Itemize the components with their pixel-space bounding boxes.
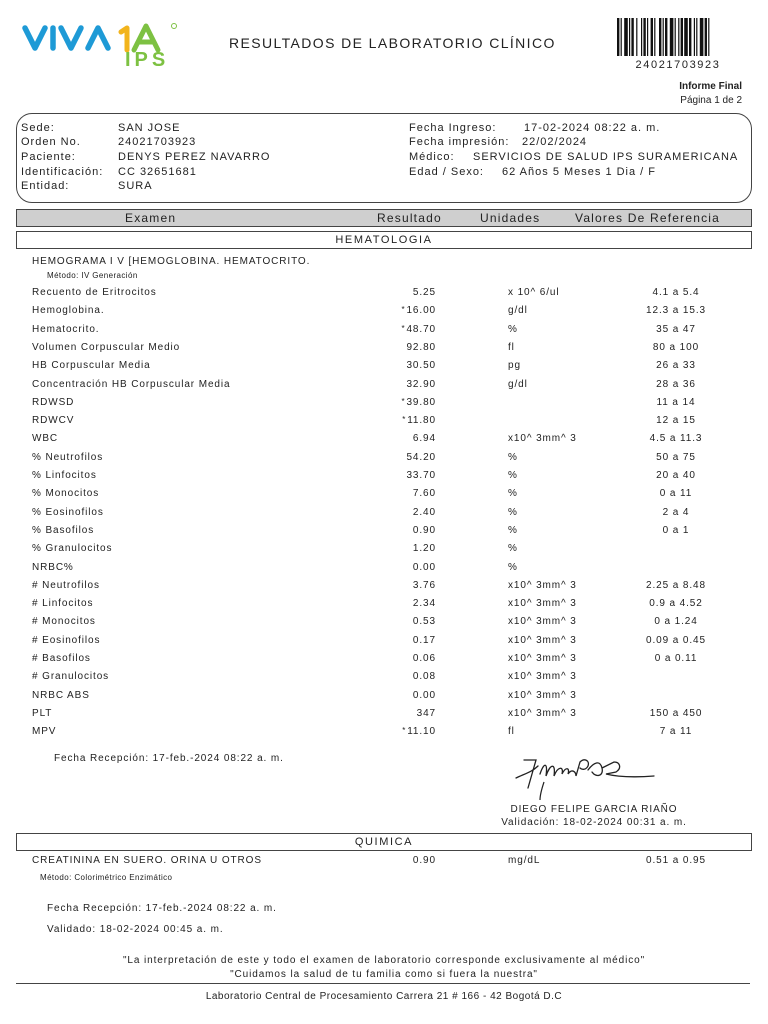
result-value: 6.94 — [412, 433, 436, 445]
validator-signature — [510, 748, 660, 802]
test-unit: % — [508, 451, 518, 463]
test-unit: % — [508, 561, 518, 573]
fecha-ingreso-label: Fecha Ingreso: — [409, 122, 497, 134]
barcode-bar — [643, 18, 645, 56]
table-row — [0, 671, 768, 687]
table-row — [0, 543, 768, 559]
col-examen: Examen — [125, 211, 177, 225]
test-unit: % — [508, 470, 518, 481]
report-status: Informe Final — [679, 81, 742, 92]
test-reference: 4.5 a 11.3 — [649, 433, 703, 445]
test-result — [380, 562, 436, 573]
test-result — [380, 635, 436, 646]
test-result — [380, 580, 436, 591]
test-reference: 150 a 450 — [649, 707, 703, 719]
test-unit: x10^ 3mm^ 3 — [508, 616, 577, 628]
sede-label: Sede: — [21, 122, 55, 134]
page-indicator: Página 1 de 2 — [680, 95, 742, 106]
col-resultado: Resultado — [377, 211, 442, 225]
test-result — [380, 415, 436, 426]
test-name: # Eosinofilos — [32, 634, 101, 646]
result-value: 54.20 — [406, 451, 436, 463]
table-row — [0, 690, 768, 706]
footer-divider — [16, 983, 750, 984]
test-name: PLT — [32, 707, 53, 719]
result-value: 2.34 — [412, 598, 436, 610]
validado-quimica: Validado: 18-02-2024 00:45 a. m. — [47, 924, 224, 935]
test-result — [380, 507, 436, 518]
table-row — [0, 562, 768, 578]
test-unit: x10^ 3mm^ 3 — [508, 689, 577, 701]
table-row — [0, 855, 768, 871]
result-value: 0.00 — [412, 689, 436, 701]
test-reference: 0.09 a 0.45 — [646, 634, 706, 646]
test-reference: 0.51 a 0.95 — [646, 855, 706, 866]
table-row — [0, 653, 768, 669]
test-reference: 20 a 40 — [656, 470, 696, 481]
test-name: % Basofilos — [32, 524, 95, 536]
result-value: 1.20 — [412, 543, 436, 555]
test-unit: x10^ 3mm^ 3 — [508, 598, 577, 610]
quimica-method: Método: Colorimétrico Enzimático — [40, 873, 173, 882]
test-name: % Monocitos — [32, 488, 100, 500]
fecha-ingreso-value: 17-02-2024 08:22 a. m. — [524, 122, 661, 134]
fecha-impresion-value: 22/02/2024 — [522, 136, 588, 148]
test-reference: 0 a 0.11 — [654, 653, 698, 664]
test-name: # Linfocitos — [32, 598, 94, 610]
test-result — [380, 379, 436, 390]
barcode-bar — [647, 18, 648, 56]
test-name: Recuento de Eritrocitos — [32, 287, 157, 298]
barcode-bar — [675, 18, 676, 56]
test-result — [380, 708, 436, 719]
test-name: % Neutrofilos — [32, 451, 104, 463]
test-result — [380, 726, 436, 737]
test-reference: 35 a 47 — [656, 323, 696, 335]
test-name: % Linfocitos — [32, 470, 97, 481]
test-result: 0.90 — [412, 855, 436, 866]
test-reference: 26 a 33 — [656, 360, 696, 372]
test-title: HEMOGRAMA I V [HEMOGLOBINA. HEMATOCRITO. — [32, 256, 311, 267]
table-row — [0, 635, 768, 651]
result-value: 0.53 — [412, 616, 436, 628]
table-row — [0, 305, 768, 321]
test-name: HB Corpuscular Media — [32, 360, 151, 372]
validator-name: DIEGO FELIPE GARCIA RIAÑO — [510, 804, 678, 815]
test-name: # Basofilos — [32, 653, 91, 664]
medico-value: SERVICIOS DE SALUD IPS SURAMERICANA — [473, 151, 739, 163]
edad-sexo-value: 62 Años 5 Meses 1 Dia / F — [502, 166, 657, 178]
result-value: 5.25 — [412, 287, 436, 298]
test-result — [380, 598, 436, 609]
barcode-bar — [663, 18, 664, 56]
table-row — [0, 360, 768, 376]
test-name: MPV — [32, 726, 57, 738]
abnormal-flag: * — [401, 305, 406, 315]
abnormal-flag: * — [401, 396, 406, 406]
barcode-bar — [670, 18, 674, 56]
paciente-label: Paciente: — [21, 151, 76, 163]
test-name: Concentración HB Corpuscular Media — [32, 378, 231, 390]
column-header — [16, 209, 752, 227]
test-unit: % — [508, 488, 518, 500]
edad-sexo-label: Edad / Sexo: — [409, 166, 484, 178]
test-unit: x10^ 3mm^ 3 — [508, 671, 577, 683]
result-value: 92.80 — [406, 341, 436, 353]
identificacion-label: Identificación: — [21, 166, 104, 178]
barcode-bar — [689, 18, 691, 56]
table-row — [0, 580, 768, 596]
test-name: Volumen Corpuscular Medio — [32, 341, 181, 353]
test-result — [380, 690, 436, 701]
test-reference: 7 a 11 — [659, 726, 693, 738]
result-value: 3.76 — [412, 579, 436, 591]
barcode-bar — [684, 18, 688, 56]
barcode-bar — [694, 18, 695, 56]
recepcion-hematologia: Fecha Recepción: 17-feb.-2024 08:22 a. m. — [54, 753, 284, 764]
test-result — [380, 287, 436, 298]
result-value: 0.06 — [412, 653, 436, 664]
test-unit: % — [508, 524, 518, 536]
test-name: NRBC% — [32, 561, 74, 573]
test-unit: x10^ 3mm^ 3 — [508, 634, 577, 646]
test-reference: 11 a 14 — [656, 396, 696, 408]
result-value: 0.08 — [412, 671, 436, 683]
test-unit: % — [508, 543, 518, 555]
barcode-bar — [621, 18, 622, 56]
table-row — [0, 470, 768, 486]
test-result — [380, 452, 436, 463]
result-value: 39.80 — [406, 396, 436, 408]
test-unit: x 10^ 6/ul — [508, 287, 560, 298]
test-unit: mg/dL — [508, 855, 541, 866]
test-unit: x10^ 3mm^ 3 — [508, 433, 577, 445]
test-unit: g/dl — [508, 305, 528, 317]
test-reference: 0.9 a 4.52 — [649, 598, 703, 610]
test-reference: 2 a 4 — [662, 506, 690, 518]
test-name: # Monocitos — [32, 616, 96, 628]
barcode-bar — [654, 18, 655, 56]
document-title: RESULTADOS DE LABORATORIO CLÍNICO — [229, 35, 556, 51]
test-unit: fl — [508, 726, 515, 738]
test-result — [380, 342, 436, 353]
section-quimica — [16, 833, 752, 851]
test-name: NRBC ABS — [32, 689, 90, 701]
slogan-note: "Cuidamos la salud de tu familia como si fuera la nuestra" — [230, 969, 538, 980]
barcode-bar — [624, 18, 628, 56]
test-reference: 4.1 a 5.4 — [652, 287, 700, 298]
section-hematologia — [16, 231, 752, 249]
test-result — [380, 397, 436, 408]
result-value: 16.00 — [406, 305, 436, 317]
table-row — [0, 415, 768, 431]
test-unit: pg — [508, 360, 521, 372]
barcode-bar — [631, 18, 633, 56]
test-reference: 28 a 36 — [656, 378, 696, 390]
barcode-bar — [681, 18, 683, 56]
table-row — [0, 708, 768, 724]
test-name: % Granulocitos — [32, 543, 113, 555]
test-name: WBC — [32, 433, 59, 445]
test-unit: % — [508, 506, 518, 518]
test-reference: 12 a 15 — [656, 415, 696, 427]
table-row — [0, 726, 768, 742]
abnormal-flag: * — [402, 726, 407, 736]
test-name: # Granulocitos — [32, 671, 110, 683]
table-row — [0, 598, 768, 614]
test-name: # Neutrofilos — [32, 579, 100, 591]
test-result — [380, 488, 436, 499]
logo-subtext: IPS — [125, 49, 170, 71]
barcode-bar — [705, 18, 707, 56]
test-name: RDWCV — [32, 415, 75, 427]
table-row — [0, 397, 768, 413]
test-unit: fl — [508, 341, 515, 353]
test-reference: 0 a 11 — [659, 488, 693, 500]
barcode — [617, 18, 739, 56]
test-unit: x10^ 3mm^ 3 — [508, 707, 577, 719]
table-row — [0, 379, 768, 395]
result-value: 0.00 — [412, 561, 436, 573]
col-referencia: Valores De Referencia — [575, 211, 721, 225]
barcode-bar — [700, 18, 704, 56]
identificacion-value: CC 32651681 — [118, 166, 197, 178]
test-name: CREATININA EN SUERO. ORINA U OTROS — [32, 855, 262, 866]
result-value: 2.40 — [412, 506, 436, 518]
test-result — [380, 324, 436, 335]
result-value: 7.60 — [412, 488, 436, 500]
test-result — [380, 543, 436, 554]
test-unit: g/dl — [508, 378, 528, 390]
paciente-value: DENYS PEREZ NAVARRO — [118, 151, 271, 163]
barcode-bar — [696, 18, 697, 56]
result-value: 347 — [416, 707, 436, 719]
col-unidades: Unidades — [480, 211, 541, 225]
test-result — [380, 305, 436, 316]
barcode-number: 24021703923 — [635, 59, 721, 71]
test-result — [380, 360, 436, 371]
validacion-date: Validación: 18-02-2024 00:31 a. m. — [501, 817, 687, 828]
test-result — [380, 525, 436, 536]
abnormal-flag: * — [401, 323, 406, 333]
result-value: 48.70 — [406, 323, 436, 335]
table-row — [0, 433, 768, 449]
result-value: 11.80 — [407, 415, 436, 427]
medico-label: Médico: — [409, 151, 455, 163]
test-reference: 12.3 a 15.3 — [646, 305, 706, 317]
table-row — [0, 616, 768, 632]
section-title: QUIMICA — [354, 836, 414, 848]
recepcion-quimica: Fecha Recepción: 17-feb.-2024 08:22 a. m. — [47, 903, 277, 914]
barcode-bar — [665, 18, 667, 56]
result-value: 33.70 — [406, 470, 436, 481]
result-value: 32.90 — [406, 378, 436, 390]
test-result — [380, 671, 436, 682]
test-result — [380, 433, 436, 444]
abnormal-flag: * — [402, 415, 407, 425]
test-unit: x10^ 3mm^ 3 — [508, 653, 577, 664]
test-result — [380, 470, 436, 481]
table-row — [0, 507, 768, 523]
orden-label: Orden No. — [21, 136, 81, 148]
table-row — [0, 488, 768, 504]
barcode-bar — [617, 18, 619, 56]
test-reference: 50 a 75 — [656, 451, 696, 463]
table-row — [0, 452, 768, 468]
table-row — [0, 324, 768, 340]
table-row — [0, 287, 768, 303]
table-row — [0, 342, 768, 358]
test-result — [380, 616, 436, 627]
disclaimer-note: "La interpretación de este y todo el examen de laboratorio corresponde exclusivamente al médico" — [122, 955, 646, 966]
result-value: 30.50 — [406, 360, 436, 372]
barcode-bar — [641, 18, 642, 56]
result-value: 0.90 — [412, 524, 436, 536]
test-method: Método: IV Generación — [47, 271, 138, 280]
test-name: % Eosinofilos — [32, 506, 104, 518]
patient-info-box — [16, 113, 752, 203]
barcode-bar — [708, 18, 709, 56]
table-row — [0, 525, 768, 541]
test-reference: 0 a 1 — [662, 524, 690, 536]
test-reference: 2.25 a 8.48 — [646, 579, 706, 591]
barcode-bar — [659, 18, 661, 56]
test-reference: 80 a 100 — [652, 341, 700, 353]
test-unit: % — [508, 323, 518, 335]
result-value: 0.17 — [412, 634, 436, 646]
test-name: RDWSD — [32, 396, 75, 408]
result-value: 11.10 — [407, 726, 436, 738]
section-title: HEMATOLOGIA — [335, 234, 433, 246]
barcode-bar — [629, 18, 630, 56]
viva1a-logo — [22, 20, 182, 72]
sede-value: SAN JOSE — [118, 122, 181, 134]
test-result — [380, 653, 436, 664]
test-name: Hemoglobina. — [32, 305, 105, 317]
entidad-label: Entidad: — [21, 180, 70, 192]
orden-value: 24021703923 — [118, 136, 197, 148]
barcode-bar — [651, 18, 653, 56]
test-reference: 0 a 1.24 — [654, 616, 698, 628]
barcode-bar — [678, 18, 679, 56]
barcode-bar — [636, 18, 637, 56]
fecha-impresion-label: Fecha impresión: — [409, 136, 510, 148]
entidad-value: SURA — [118, 180, 153, 192]
footer-address: Laboratorio Central de Procesamiento Carrera 21 # 166 - 42 Bogotá D.C — [205, 991, 563, 1002]
test-name: Hematocrito. — [32, 323, 100, 335]
test-unit: x10^ 3mm^ 3 — [508, 579, 577, 591]
